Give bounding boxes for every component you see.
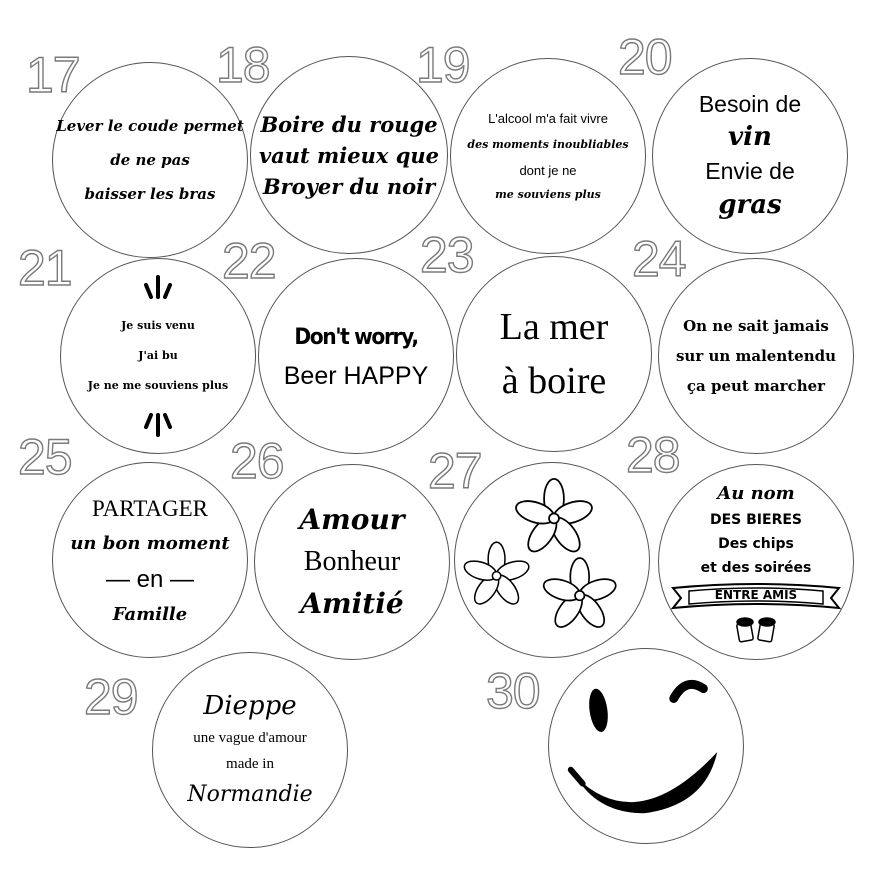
number-25: 25 [18, 429, 72, 485]
number-21: 21 [18, 240, 72, 296]
disc-29-line-2: une vague d'amour [193, 730, 307, 746]
winking-smiley-icon [548, 649, 744, 843]
disc-19-line-2: des moments inoubliables [467, 138, 629, 151]
disc-21 [60, 258, 256, 454]
disc-25-line-3: — en — [105, 566, 195, 593]
number-18: 18 [216, 37, 270, 93]
number-19: 19 [416, 37, 470, 93]
disc-29-line-3: made in [226, 756, 274, 772]
banner-text: ENTRE AMIS [714, 588, 798, 602]
disc-21-line-2: J'ai bu [138, 349, 178, 362]
disc-18-line-1: Boire du rouge [260, 111, 438, 137]
disc-18-line-3: Broyer du noir [262, 173, 436, 199]
disc-22-line-2: Beer HAPPY [283, 362, 429, 390]
disc-19-line-1: L'alcool m'a fait vivre [488, 111, 608, 126]
disc-30 [548, 648, 744, 844]
number-30: 30 [486, 663, 540, 719]
entre-amis-banner [671, 582, 841, 612]
disc-18 [250, 56, 448, 254]
disc-17 [52, 62, 248, 258]
disc-20-line-2: vin [728, 122, 772, 152]
disc-26-line-2: Bonheur [303, 546, 401, 577]
number-20: 20 [618, 29, 672, 85]
disc-17-line-3: baisser les bras [84, 185, 216, 203]
disc-29 [152, 652, 348, 848]
disc-20 [652, 58, 848, 254]
disc-28-line-2: DES BIERES [709, 512, 802, 528]
disc-29-line-1: Dieppe [203, 691, 297, 721]
disc-17-line-1: Lever le coude permet [56, 117, 244, 135]
disc-27 [454, 462, 650, 658]
disc-24 [658, 258, 854, 454]
disc-28-line-4: et des soirées [700, 560, 812, 576]
disc-19 [450, 58, 646, 254]
disc-26 [254, 464, 450, 660]
disc-29-line-4: Normandie [187, 782, 313, 807]
number-29: 29 [84, 669, 138, 725]
disc-24-line-3: ça peut marcher [686, 377, 826, 395]
disc-22 [258, 258, 454, 454]
exclamation-burst-bottom-icon [138, 411, 178, 437]
number-28: 28 [626, 427, 680, 483]
disc-22-line-1: Don't worry, [294, 325, 418, 350]
disc-20-line-3: Envie de [705, 158, 795, 184]
disc-19-line-3: dont je ne [519, 163, 577, 178]
number-24: 24 [632, 231, 686, 287]
disc-17-line-2: de ne pas [110, 151, 190, 169]
disc-25-line-1: PARTAGER [91, 496, 209, 521]
disc-26-line-1: Amour [299, 503, 405, 536]
disc-26-line-3: Amitié [300, 587, 404, 620]
disc-23-line-2: à boire [501, 360, 607, 402]
disc-25 [52, 462, 248, 658]
frangipani-flower-icon [454, 463, 650, 657]
disc-24-line-1: On ne sait jamais [683, 317, 829, 335]
number-23: 23 [420, 227, 474, 283]
exclamation-burst-icon [138, 275, 178, 301]
disc-20-line-1: Besoin de [698, 91, 802, 117]
disc-25-line-2: un bon moment [70, 533, 230, 554]
beer-mugs-icon [734, 614, 778, 644]
disc-18-line-2: vaut mieux que [258, 142, 440, 168]
disc-28 [658, 464, 854, 660]
number-22: 22 [222, 233, 276, 289]
disc-20-line-4: gras [718, 190, 782, 220]
disc-21-line-3: Je ne me souviens plus [87, 379, 229, 392]
disc-24-line-2: sur un malentendu [675, 347, 837, 365]
disc-25-line-4: Famille [112, 604, 188, 625]
disc-23-line-1: La mer [499, 306, 609, 348]
disc-21-line-1: Je suis venu [121, 319, 195, 332]
number-27: 27 [428, 443, 482, 499]
number-17: 17 [26, 47, 80, 103]
disc-28-line-1: Au nom [717, 483, 795, 504]
disc-23 [456, 256, 652, 452]
number-26: 26 [230, 433, 284, 489]
disc-19-line-4: me souviens plus [495, 188, 601, 201]
disc-28-line-3: Des chips [718, 536, 794, 552]
